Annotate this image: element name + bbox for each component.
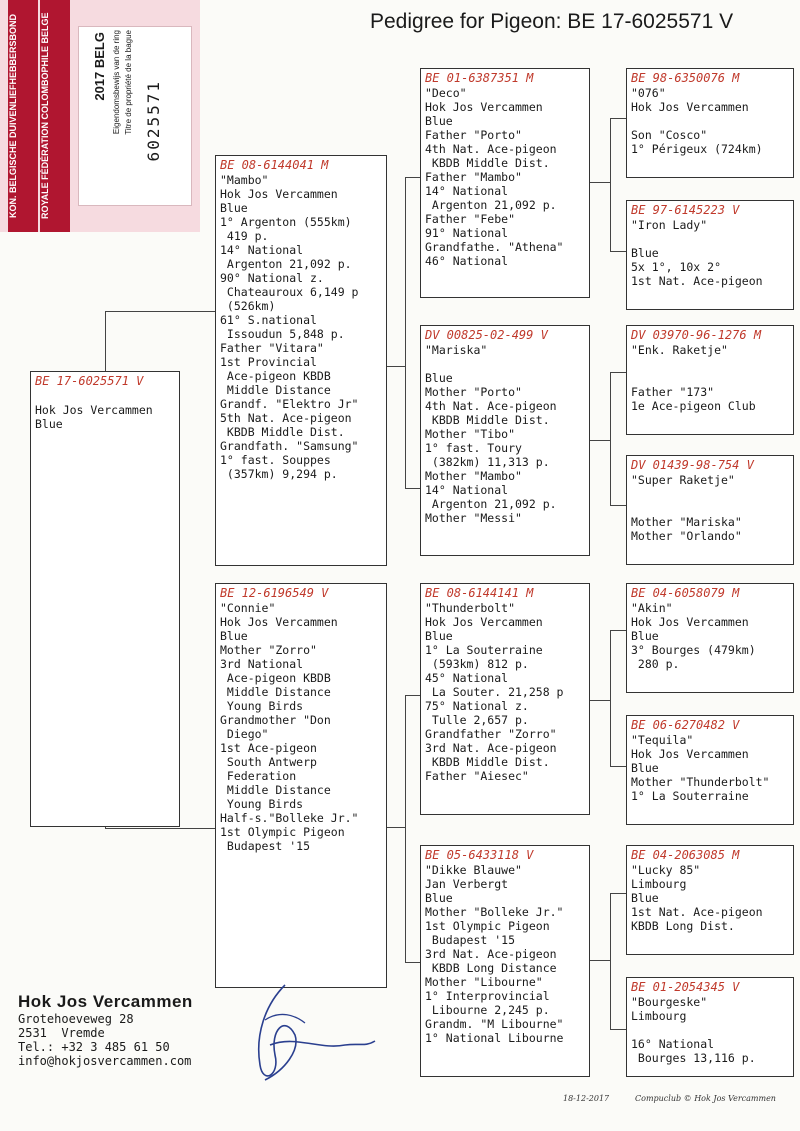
pigeon-info-line: Father "Vitara" xyxy=(220,341,324,355)
pigeon-info-line: Grandfath. "Samsung" xyxy=(220,439,359,453)
pigeon-info-line: 1st Nat. Ace-pigeon xyxy=(631,274,763,288)
pigeon-info-line: Budapest '15 xyxy=(425,933,516,947)
pigeon-info-line: Limbourg xyxy=(631,1009,687,1023)
connector-mm-stub xyxy=(590,960,610,961)
pigeon-info-line: 1st Ace-pigeon xyxy=(220,741,317,755)
pigeon-info-line: 16° National xyxy=(631,1037,715,1051)
pigeon-info-line: Chateauroux 6,149 p xyxy=(220,285,359,299)
pigeon-info-line: 1° La Souterraine xyxy=(631,789,749,803)
pigeon-info-line: "Akin" xyxy=(631,601,673,615)
owner-block xyxy=(18,992,193,1068)
pigeon-card-subject xyxy=(30,371,180,827)
card-stripe-dutch: KON. BELGISCHE DUIVENLIEFHEBBERSBOND xyxy=(8,0,38,232)
pigeon-info-line: Father "Febe" xyxy=(425,212,516,226)
pigeon-info-line: Issoudun 5,848 p. xyxy=(220,327,345,341)
pigeon-info-line: KBDB Middle Dist. xyxy=(425,413,550,427)
pigeon-info-line: Budapest '15 xyxy=(220,839,311,853)
pigeon-info-line: 1st Olympic Pigeon xyxy=(425,919,550,933)
pigeon-info-line: 1st Provincial xyxy=(220,355,317,369)
pigeon-card-mother-father xyxy=(420,583,590,815)
pigeon-info-line: "Mariska" xyxy=(425,343,488,357)
pigeon-info-line: Mother "Thunderbolt" xyxy=(631,775,770,789)
pigeon-info-line: Argenton 21,092 p. xyxy=(425,198,557,212)
page-title: Pedigree for Pigeon: BE 17-6025571 V xyxy=(370,10,734,33)
card-line-french: Titre de propriété de la bague xyxy=(124,30,133,135)
pigeon-info-line: 1° Argenton (555km) xyxy=(220,215,352,229)
pigeon-info-line: Mother "Mariska" xyxy=(631,515,742,529)
pigeon-info-line: Bourges 13,116 p. xyxy=(631,1051,756,1065)
pigeon-info-line: Hok Jos Vercammen xyxy=(35,403,153,417)
pigeon-info-line: 1e Ace-pigeon Club xyxy=(631,399,756,413)
pigeon-info-line: Father "Porto" xyxy=(425,128,522,142)
pigeon-info-line: Grandm. "M Libourne" xyxy=(425,1017,564,1031)
ring-number: BE 08-6144141 M xyxy=(425,586,534,600)
connector-fm-stub xyxy=(590,440,610,441)
ring-number: DV 01439-98-754 V xyxy=(631,458,754,472)
pigeon-info-line: Mother "Messi" xyxy=(425,511,522,525)
pigeon-card-mfm xyxy=(626,715,794,825)
pigeon-card-fff xyxy=(626,68,794,178)
card-ring-number: 6025571 xyxy=(144,80,163,162)
pigeon-info-line: 1° fast. Souppes xyxy=(220,453,331,467)
connector-father-stub xyxy=(387,366,405,367)
pigeon-info-line: Father "Mambo" xyxy=(425,170,522,184)
pigeon-info-line: Blue xyxy=(631,246,659,260)
pigeon-info-line: "Tequila" xyxy=(631,733,694,747)
connector-mm-parents xyxy=(610,893,627,1030)
connector-mf-parents xyxy=(610,630,627,767)
ring-number: BE 08-6144041 M xyxy=(220,158,329,172)
ring-number: BE 06-6270482 V xyxy=(631,718,740,732)
pigeon-card-mff xyxy=(626,583,794,693)
pigeon-info-line: Blue xyxy=(425,371,453,385)
pigeon-info-line: Hok Jos Vercammen xyxy=(631,747,749,761)
pigeon-info-line: Young Birds xyxy=(220,699,304,713)
pigeon-info-line: 90° National z. xyxy=(220,271,324,285)
connector-mother-parents xyxy=(405,695,421,963)
pigeon-info-line: Blue xyxy=(220,201,248,215)
pigeon-info-line xyxy=(631,232,789,246)
pigeon-card-mmm xyxy=(626,977,794,1077)
pigeon-info-line: Blue xyxy=(631,891,659,905)
pigeon-info-line: 419 p. xyxy=(220,229,269,243)
pigeon-info-line: Hok Jos Vercammen xyxy=(631,615,749,629)
pigeon-info-line xyxy=(631,501,789,515)
pigeon-info-line: "Bourgeske" xyxy=(631,995,708,1009)
ring-number: BE 17-6025571 V xyxy=(35,374,144,388)
pigeon-info-line: "076" xyxy=(631,86,666,100)
pigeon-info-line: 14° National xyxy=(425,483,509,497)
pigeon-info-line: 5x 1°, 10x 2° xyxy=(631,260,722,274)
ring-certificate-card xyxy=(0,0,200,232)
pigeon-info-line: Half-s."Bolleke Jr." xyxy=(220,811,359,825)
pigeon-info-line: Hok Jos Vercammen xyxy=(220,187,338,201)
pigeon-info-line: 1° fast. Toury xyxy=(425,441,522,455)
pigeon-info-line: "Lucky 85" xyxy=(631,863,701,877)
pigeon-info-line: Mother "Porto" xyxy=(425,385,522,399)
pigeon-info-line: Blue xyxy=(631,629,659,643)
pigeon-info-line: 14° National xyxy=(220,243,304,257)
card-year-country: 2017 BELG xyxy=(92,32,107,101)
pigeon-info-line: Hok Jos Vercammen xyxy=(220,615,338,629)
pigeon-info-line: "Iron Lady" xyxy=(631,218,708,232)
pigeon-info-line: 75° National z. xyxy=(425,699,529,713)
pigeon-info-line: 280 p. xyxy=(631,657,680,671)
pigeon-info-line: 4th Nat. Ace-pigeon xyxy=(425,399,557,413)
pigeon-info-line: Blue xyxy=(425,891,453,905)
footer-date: 18-12-2017 xyxy=(563,1094,610,1103)
pigeon-info-line: South Antwerp xyxy=(220,755,317,769)
pigeon-info-line xyxy=(631,371,789,385)
pigeon-info-line: 3rd Nat. Ace-pigeon xyxy=(425,741,557,755)
pigeon-info-line: Mother "Orlando" xyxy=(631,529,742,543)
pigeon-info-line: 5th Nat. Ace-pigeon xyxy=(220,411,352,425)
pigeon-card-mother-mother xyxy=(420,845,590,1077)
pigeon-card-fmm xyxy=(626,455,794,565)
pigeon-info-line: Argenton 21,092 p. xyxy=(425,497,557,511)
pigeon-info-line: (526km) xyxy=(220,299,276,313)
pigeon-info-line: "Dikke Blauwe" xyxy=(425,863,522,877)
owner-street: Grotehoeveweg 28 xyxy=(18,1012,134,1026)
pigeon-info-line: (357km) 9,294 p. xyxy=(220,467,338,481)
pigeon-info-line: Grandf. "Elektro Jr" xyxy=(220,397,359,411)
pigeon-info-line: 3° Bourges (479km) xyxy=(631,643,756,657)
pigeon-info-line: KBDB Middle Dist. xyxy=(425,755,550,769)
ring-number: DV 00825-02-499 V xyxy=(425,328,548,342)
pigeon-info-line: "Enk. Raketje" xyxy=(631,343,728,357)
pigeon-info-line: Mother "Libourne" xyxy=(425,975,543,989)
pigeon-info-line: Mother "Bolleke Jr." xyxy=(425,905,564,919)
owner-name: Hok Jos Vercammen xyxy=(18,992,193,1011)
connector-ff-stub xyxy=(590,182,610,183)
pigeon-info-line: Jan Verbergt xyxy=(425,877,509,891)
pigeon-info-line: Middle Distance xyxy=(220,783,331,797)
pigeon-info-line xyxy=(35,389,175,403)
pigeon-info-line: "Mambo" xyxy=(220,173,269,187)
owner-city: 2531 Vremde xyxy=(18,1026,105,1040)
pigeon-info-line: Blue xyxy=(220,629,248,643)
pigeon-info-line: La Souter. 21,258 p xyxy=(425,685,564,699)
pigeon-info-line: Libourne 2,245 p. xyxy=(425,1003,550,1017)
pigeon-info-line: Middle Distance xyxy=(220,685,331,699)
pigeon-info-line: 91° National xyxy=(425,226,509,240)
pigeon-info-line: Federation xyxy=(220,769,297,783)
owner-email: info@hokjosvercammen.com xyxy=(18,1054,192,1068)
ring-number: BE 05-6433118 V xyxy=(425,848,534,862)
pigeon-info-line: Blue xyxy=(425,629,453,643)
pigeon-info-line: 1st Olympic Pigeon xyxy=(220,825,345,839)
connector-mf-stub xyxy=(590,700,610,701)
pigeon-info-line: 14° National xyxy=(425,184,509,198)
pigeon-card-father-father xyxy=(420,68,590,298)
pigeon-info-line: (382km) 11,313 p. xyxy=(425,455,550,469)
connector-ff-parents xyxy=(610,118,627,252)
pigeon-info-line: Grandfathe. "Athena" xyxy=(425,240,564,254)
ring-number: BE 04-6058079 M xyxy=(631,586,740,600)
pigeon-info-line: KBDB Long Distance xyxy=(425,961,557,975)
pigeon-info-line: 1° Périgeux (724km) xyxy=(631,142,763,156)
pigeon-info-line xyxy=(631,1023,789,1037)
pigeon-card-father xyxy=(215,155,387,566)
pigeon-info-line: Young Birds xyxy=(220,797,304,811)
pigeon-info-line: (593km) 812 p. xyxy=(425,657,529,671)
connector-father-parents xyxy=(405,177,421,489)
pigeon-info-line: Ace-pigeon KBDB xyxy=(220,369,331,383)
pigeon-info-line xyxy=(425,357,585,371)
pigeon-info-line: Diego" xyxy=(220,727,269,741)
pigeon-info-line: "Deco" xyxy=(425,86,467,100)
pigeon-info-line: Tulle 2,657 p. xyxy=(425,713,529,727)
pigeon-info-line: Limbourg xyxy=(631,877,687,891)
pigeon-info-line: 1st Nat. Ace-pigeon xyxy=(631,905,763,919)
connector-mother-stub xyxy=(387,827,405,828)
pigeon-info-line: KBDB Middle Dist. xyxy=(220,425,345,439)
pigeon-info-line: Grandmother "Don xyxy=(220,713,331,727)
pigeon-info-line: "Connie" xyxy=(220,601,276,615)
pigeon-info-line: KBDB Middle Dist. xyxy=(425,156,550,170)
pigeon-card-fmf xyxy=(626,325,794,435)
card-line-dutch: Eigendomsbewijs van de ring xyxy=(112,30,121,135)
pigeon-info-line: Hok Jos Vercammen xyxy=(631,100,749,114)
pigeon-info-line: Mother "Mambo" xyxy=(425,469,522,483)
pigeon-info-line: 1° La Souterraine xyxy=(425,643,543,657)
pigeon-info-line: KBDB Long Dist. xyxy=(631,919,735,933)
pigeon-info-line: Mother "Tibo" xyxy=(425,427,516,441)
ring-number: BE 04-2063085 M xyxy=(631,848,740,862)
pigeon-info-line: "Thunderbolt" xyxy=(425,601,516,615)
pigeon-info-line: Son "Cosco" xyxy=(631,128,708,142)
pigeon-card-ffm xyxy=(626,200,794,310)
pigeon-info-line: Father "Aiesec" xyxy=(425,769,529,783)
pigeon-info-line: 4th Nat. Ace-pigeon xyxy=(425,142,557,156)
pigeon-info-line: Blue xyxy=(425,114,453,128)
ring-number: BE 01-6387351 M xyxy=(425,71,534,85)
connector-subject-stub xyxy=(105,311,106,371)
pigeon-info-line: Hok Jos Vercammen xyxy=(425,615,543,629)
pigeon-info-line: Hok Jos Vercammen xyxy=(425,100,543,114)
ring-number: DV 03970-96-1276 M xyxy=(631,328,762,342)
owner-phone: Tel.: +32 3 485 61 50 xyxy=(18,1040,170,1054)
pigeon-info-line: 3rd Nat. Ace-pigeon xyxy=(425,947,557,961)
pigeon-card-mmf xyxy=(626,845,794,955)
ring-number: BE 97-6145223 V xyxy=(631,203,740,217)
pigeon-info-line xyxy=(631,357,789,371)
pigeon-info-line: 3rd National xyxy=(220,657,304,671)
ring-number: BE 12-6196549 V xyxy=(220,586,329,600)
pigeon-info-line: Middle Distance xyxy=(220,383,331,397)
pigeon-info-line: 61° S.national xyxy=(220,313,317,327)
pigeon-info-line: Blue xyxy=(631,761,659,775)
pigeon-info-line: 1° National Libourne xyxy=(425,1031,564,1045)
footer-credit: Compuclub © Hok Jos Vercammen xyxy=(635,1094,776,1103)
pigeon-card-mother xyxy=(215,583,387,988)
pigeon-info-line: 1° Interprovincial xyxy=(425,989,550,1003)
signature-image xyxy=(225,975,385,1095)
connector-fm-parents xyxy=(610,372,627,506)
pigeon-info-line xyxy=(631,114,789,128)
pigeon-info-line: Grandfather "Zorro" xyxy=(425,727,557,741)
card-stripe-french: ROYALE FÉDÉRATION COLOMBOPHILE BELGE xyxy=(40,0,70,232)
pigeon-info-line: Ace-pigeon KBDB xyxy=(220,671,331,685)
pigeon-card-father-mother xyxy=(420,325,590,556)
pigeon-info-line: "Super Raketje" xyxy=(631,473,735,487)
pigeon-info-line: Argenton 21,092 p. xyxy=(220,257,352,271)
pigeon-info-line: 46° National xyxy=(425,254,509,268)
ring-number: BE 01-2054345 V xyxy=(631,980,740,994)
ring-number: BE 98-6350076 M xyxy=(631,71,740,85)
pigeon-info-line: 45° National xyxy=(425,671,509,685)
pigeon-info-line: Father "173" xyxy=(631,385,715,399)
pigeon-info-line xyxy=(631,487,789,501)
pigeon-info-line: Blue xyxy=(35,417,63,431)
pigeon-info-line: Mother "Zorro" xyxy=(220,643,317,657)
